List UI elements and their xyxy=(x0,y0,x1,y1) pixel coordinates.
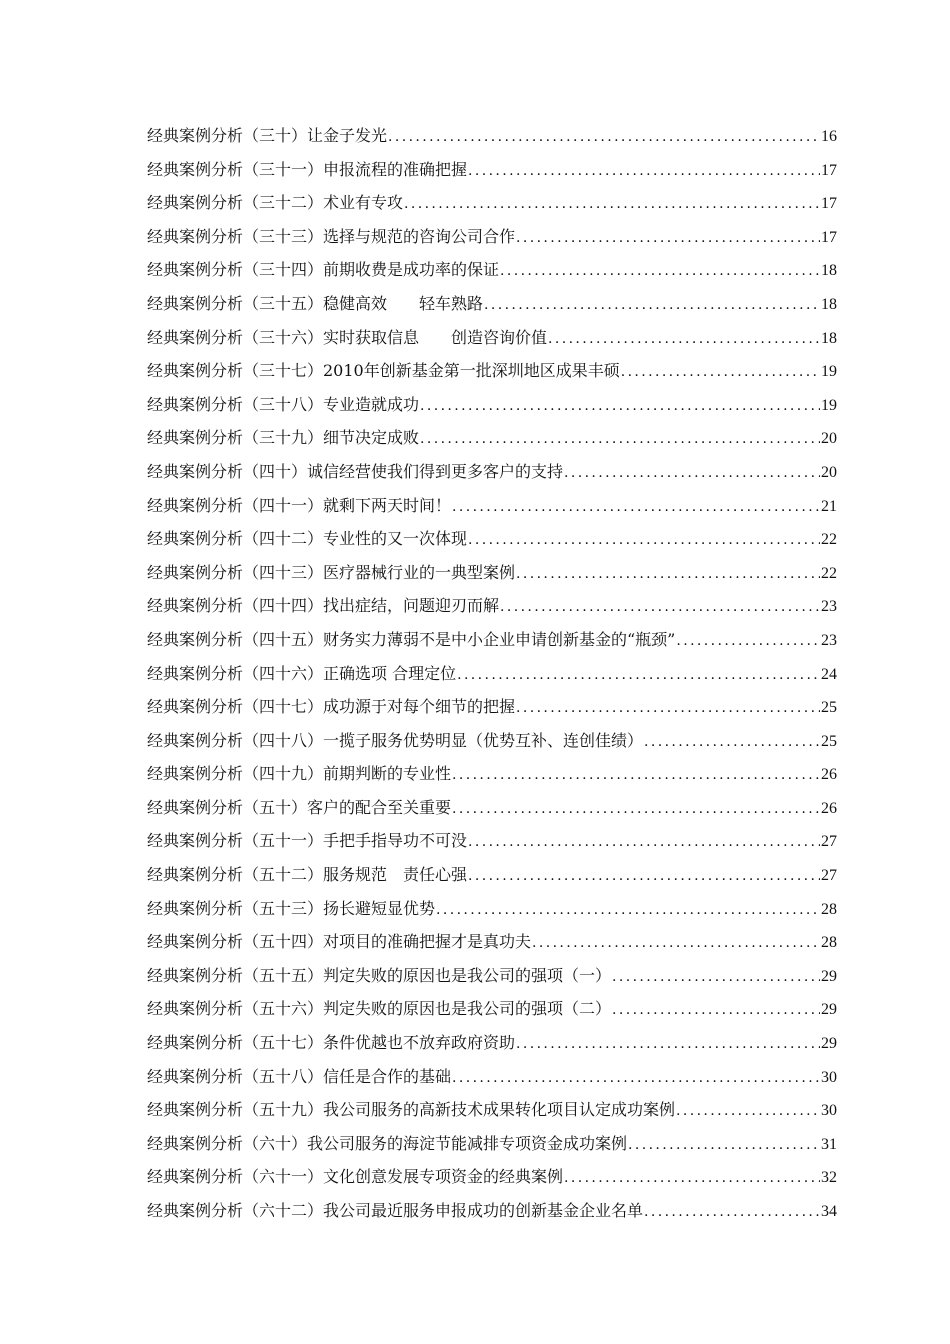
toc-entry-title: 经典案例分析（六十一）文化创意发展专项资金的经典案例 xyxy=(147,1167,564,1187)
toc-entry-page-number: 28 xyxy=(821,900,837,918)
toc-entry-title: 经典案例分析（六十二）我公司最近服务申报成功的创新基金企业名单 xyxy=(147,1201,644,1220)
toc-entry-title: 经典案例分析（三十七）2010年创新基金第一批深圳地区成果丰硕 xyxy=(147,361,620,381)
toc-entry-page-number: 25 xyxy=(821,699,837,717)
toc-dot-leader xyxy=(452,759,820,793)
toc-entry-title: 经典案例分析（三十一）申报流程的准确把握 xyxy=(147,159,468,179)
toc-dot-leader xyxy=(628,1129,820,1163)
toc-entry-page-number: 29 xyxy=(821,1035,837,1053)
toc-entry-page-number: 25 xyxy=(821,732,837,750)
toc-entry[interactable] xyxy=(147,757,837,791)
toc-entry[interactable] xyxy=(147,892,837,926)
toc-dot-leader xyxy=(621,356,820,390)
toc-entry-page-number: 23 xyxy=(821,598,837,616)
toc-entry-page-number: 19 xyxy=(821,363,837,381)
toc-dot-leader xyxy=(420,390,820,424)
toc-entry-title: 经典案例分析（五十五）判定失败的原因也是我公司的强项（一） xyxy=(147,965,612,985)
toc-entry-page-number: 29 xyxy=(821,967,837,985)
table-of-contents xyxy=(147,119,837,1228)
toc-entry-page-number: 28 xyxy=(821,934,837,952)
toc-entry[interactable] xyxy=(147,724,837,758)
toc-entry-page-number: 22 xyxy=(821,564,837,582)
toc-entry-title: 经典案例分析（五十七）条件优越也不放弃政府资助 xyxy=(147,1033,516,1053)
toc-entry[interactable] xyxy=(147,287,837,321)
toc-dot-leader xyxy=(532,927,820,961)
toc-entry[interactable] xyxy=(147,556,837,590)
toc-entry-title: 经典案例分析（四十）诚信经营使我们得到更多客户的支持 xyxy=(147,461,564,481)
toc-dot-leader xyxy=(420,423,820,457)
toc-dot-leader xyxy=(500,255,820,289)
toc-entry[interactable] xyxy=(147,455,837,489)
toc-entry[interactable] xyxy=(147,1127,837,1161)
toc-entry-title: 经典案例分析（四十六）正确选项 合理定位 xyxy=(147,663,457,683)
toc-entry[interactable] xyxy=(147,119,837,153)
toc-entry-title: 经典案例分析（四十五）财务实力薄弱不是中小企业申请创新基金的“瓶颈” xyxy=(147,629,676,649)
toc-entry-title: 经典案例分析（三十九）细节决定成败 xyxy=(147,428,420,448)
toc-entry-page-number: 26 xyxy=(821,766,837,784)
toc-dot-leader xyxy=(468,155,820,189)
toc-entry[interactable] xyxy=(147,388,837,422)
toc-entry-page-number: 22 xyxy=(821,531,837,549)
toc-entry-title: 经典案例分析（四十七）成功源于对每个细节的把握 xyxy=(147,697,516,717)
toc-entry-page-number: 19 xyxy=(821,396,837,414)
toc-entry-page-number: 21 xyxy=(821,497,837,515)
toc-entry[interactable] xyxy=(147,1194,837,1228)
toc-entry-page-number: 26 xyxy=(821,799,837,817)
toc-entry-title: 经典案例分析（三十三）选择与规范的咨询公司合作 xyxy=(147,226,516,246)
toc-entry-page-number: 30 xyxy=(821,1102,837,1120)
toc-entry-title: 经典案例分析（六十）我公司服务的海淀节能减排专项资金成功案例 xyxy=(147,1133,628,1153)
toc-dot-leader xyxy=(676,1095,820,1129)
toc-dot-leader xyxy=(676,625,820,659)
toc-dot-leader xyxy=(644,726,820,760)
toc-dot-leader xyxy=(457,659,820,693)
toc-entry-title: 经典案例分析（五十四）对项目的准确把握才是真功夫 xyxy=(147,932,532,952)
toc-entry-page-number: 17 xyxy=(821,161,837,179)
toc-entry[interactable] xyxy=(147,1026,837,1060)
toc-dot-leader xyxy=(468,860,820,894)
toc-entry[interactable] xyxy=(147,657,837,691)
toc-entry-page-number: 18 xyxy=(821,329,837,347)
toc-entry[interactable] xyxy=(147,522,837,556)
toc-entry[interactable] xyxy=(147,858,837,892)
toc-entry-title: 经典案例分析（五十六）判定失败的原因也是我公司的强项（二） xyxy=(147,999,612,1019)
toc-dot-leader xyxy=(612,994,820,1028)
toc-entry[interactable] xyxy=(147,489,837,523)
toc-dot-leader xyxy=(484,289,820,323)
toc-dot-leader xyxy=(564,1162,820,1196)
toc-entry-title: 经典案例分析（三十四）前期收费是成功率的保证 xyxy=(147,260,500,280)
toc-entry-title: 经典案例分析（四十二）专业性的又一次体现 xyxy=(147,529,468,549)
toc-entry[interactable] xyxy=(147,186,837,220)
toc-entry-title: 经典案例分析（四十八）一揽子服务优势明显（优势互补、连创佳绩） xyxy=(147,730,644,750)
toc-dot-leader xyxy=(612,961,820,995)
toc-entry[interactable] xyxy=(147,690,837,724)
toc-dot-leader xyxy=(468,524,820,558)
toc-dot-leader xyxy=(452,1062,820,1096)
toc-entry-title: 经典案例分析（四十三）医疗器械行业的一典型案例 xyxy=(147,562,516,582)
toc-dot-leader xyxy=(500,591,820,625)
toc-entry-page-number: 27 xyxy=(821,833,837,851)
toc-entry[interactable] xyxy=(147,354,837,388)
toc-entry-title: 经典案例分析（三十）让金子发光 xyxy=(147,126,388,145)
toc-entry-title: 经典案例分析（五十九）我公司服务的高新技术成果转化项目认定成功案例 xyxy=(147,1100,676,1120)
toc-entry-title: 经典案例分析（五十二）服务规范 责任心强 xyxy=(147,865,468,885)
toc-entry-title: 经典案例分析（四十四）找出症结，问题迎刃而解 xyxy=(147,596,500,616)
toc-entry-page-number: 24 xyxy=(821,665,837,683)
toc-entry[interactable] xyxy=(147,925,837,959)
toc-entry-title: 经典案例分析（三十二）术业有专攻 xyxy=(147,193,404,213)
toc-entry-page-number: 29 xyxy=(821,1001,837,1019)
toc-entry-page-number: 27 xyxy=(821,867,837,885)
toc-entry[interactable] xyxy=(147,1093,837,1127)
toc-entry-title: 经典案例分析（五十八）信任是合作的基础 xyxy=(147,1066,452,1086)
toc-entry-page-number: 31 xyxy=(821,1135,837,1153)
toc-entry-title: 经典案例分析（三十六）实时获取信息 创造咨询价值 xyxy=(147,327,548,347)
toc-entry-page-number: 18 xyxy=(821,295,837,313)
toc-dot-leader xyxy=(388,121,820,155)
toc-dot-leader xyxy=(436,894,820,928)
toc-entry-page-number: 16 xyxy=(821,128,837,145)
toc-dot-leader xyxy=(468,826,820,860)
toc-entry[interactable] xyxy=(147,253,837,287)
toc-entry-page-number: 20 xyxy=(821,430,837,448)
toc-entry-page-number: 20 xyxy=(821,463,837,481)
toc-entry-page-number: 18 xyxy=(821,262,837,280)
toc-entry[interactable] xyxy=(147,791,837,825)
toc-entry[interactable] xyxy=(147,623,837,657)
toc-dot-leader xyxy=(564,457,820,491)
toc-entry-page-number: 32 xyxy=(821,1169,837,1187)
toc-dot-leader xyxy=(452,793,820,827)
toc-entry[interactable] xyxy=(147,992,837,1026)
toc-entry-page-number: 23 xyxy=(821,631,837,649)
toc-entry-title: 经典案例分析（五十三）扬长避短显优势 xyxy=(147,898,436,918)
toc-dot-leader xyxy=(516,692,820,726)
toc-entry[interactable] xyxy=(147,1060,837,1094)
toc-entry-page-number: 34 xyxy=(821,1203,837,1220)
toc-dot-leader xyxy=(516,222,820,256)
toc-entry-page-number: 30 xyxy=(821,1068,837,1086)
toc-entry[interactable] xyxy=(147,220,837,254)
toc-dot-leader xyxy=(404,188,820,222)
toc-entry[interactable] xyxy=(147,959,837,993)
toc-dot-leader xyxy=(516,1028,820,1062)
toc-entry[interactable] xyxy=(147,1160,837,1194)
toc-dot-leader xyxy=(452,491,820,525)
toc-entry-title: 经典案例分析（四十九）前期判断的专业性 xyxy=(147,764,452,784)
toc-entry-title: 经典案例分析（五十一）手把手指导功不可没 xyxy=(147,831,468,851)
toc-entry-page-number: 17 xyxy=(821,228,837,246)
toc-entry-title: 经典案例分析（三十八）专业造就成功 xyxy=(147,394,420,414)
toc-entry[interactable] xyxy=(147,824,837,858)
toc-dot-leader xyxy=(548,323,820,357)
toc-entry[interactable] xyxy=(147,321,837,355)
toc-entry[interactable] xyxy=(147,153,837,187)
toc-entry-title: 经典案例分析（三十五）稳健高效 轻车熟路 xyxy=(147,293,484,313)
toc-entry[interactable] xyxy=(147,589,837,623)
toc-entry-title: 经典案例分析（五十）客户的配合至关重要 xyxy=(147,797,452,817)
toc-entry[interactable] xyxy=(147,421,837,455)
toc-dot-leader xyxy=(644,1196,820,1230)
toc-entry-page-number: 17 xyxy=(821,195,837,213)
toc-entry-title: 经典案例分析（四十一）就剩下两天时间！ xyxy=(147,495,452,515)
toc-dot-leader xyxy=(516,558,820,592)
